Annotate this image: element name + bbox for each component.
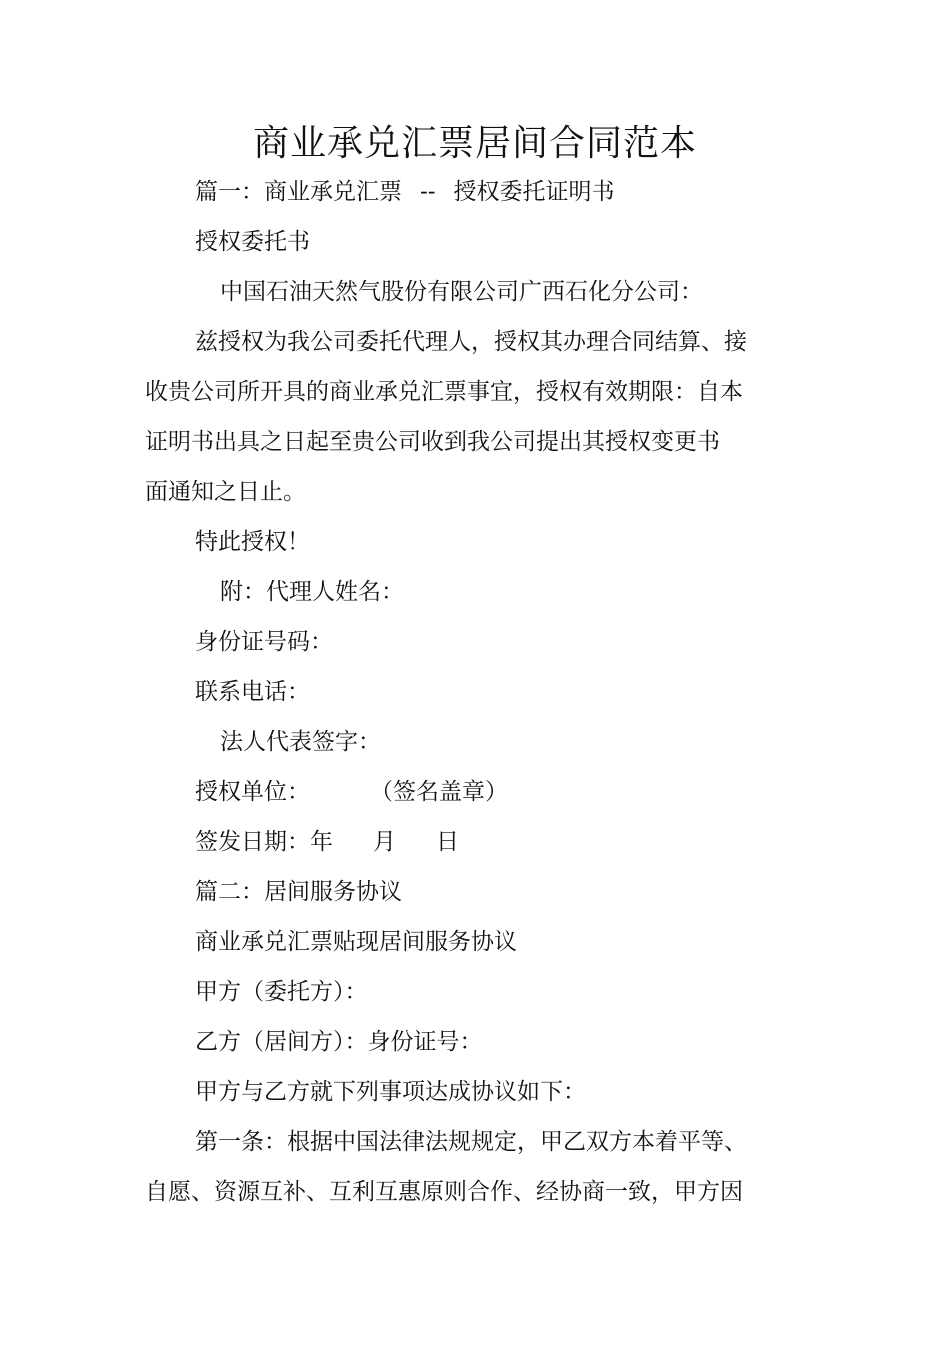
addressee: 中国石油天然气股份有限公司广西石化分公司： [220,279,703,305]
date-month: 月 [373,829,396,855]
party-b-id: 身份证号： [367,1029,483,1055]
agent-name-label: 附：代理人姓名： [220,579,404,605]
phone-label: 联系电话： [195,679,310,705]
doc-name: 授权委托书 [195,229,310,255]
part1-heading-suffix: 授权委托证明书 [453,179,615,205]
body-line: 收贵公司所开具的商业承兑汇票事宜，授权有效期限：自本 [145,379,743,405]
part2-heading: 篇二：居间服务协议 [195,879,402,905]
part1-heading-prefix: 篇一：商业承兑汇票 [195,179,402,205]
article-line: 自愿、资源互补、互利互惠原则合作、经协商一致，甲方因 [145,1179,743,1205]
party-b-line [195,1026,483,1058]
date-day: 日 [436,829,459,855]
issue-date-line [195,826,459,858]
legal-rep-label: 法人代表签字： [220,729,381,755]
document-title: 商业承兑汇票居间合同范本 [252,123,697,164]
seal-note: （签名盖章） [370,779,508,805]
party-b-label: 乙方（居间方）： [195,1029,368,1055]
closing: 特此授权！ [195,529,310,555]
body-line: 面通知之日止。 [145,479,306,505]
body-line: 兹授权为我公司委托代理人，授权其办理合同结算、接 [195,329,747,355]
article-line: 第一条：根据中国法律法规规定，甲乙双方本着平等、 [195,1129,747,1155]
agreement-title: 商业承兑汇票贴现居间服务协议 [195,929,517,955]
date-label: 签发日期： [195,829,310,855]
id-number-label: 身份证号码： [195,629,333,655]
part1-heading-sep: -- [420,179,436,205]
unit-label: 授权单位： [195,779,310,805]
agreement-intro: 甲方与乙方就下列事项达成协议如下： [195,1079,586,1105]
authorizing-unit-line [195,776,508,808]
body-line: 证明书出具之日起至贵公司收到我公司提出其授权变更书 [145,429,720,455]
party-a: 甲方（委托方）： [195,979,368,1005]
part1-heading [195,176,615,208]
date-year: 年 [310,829,333,855]
